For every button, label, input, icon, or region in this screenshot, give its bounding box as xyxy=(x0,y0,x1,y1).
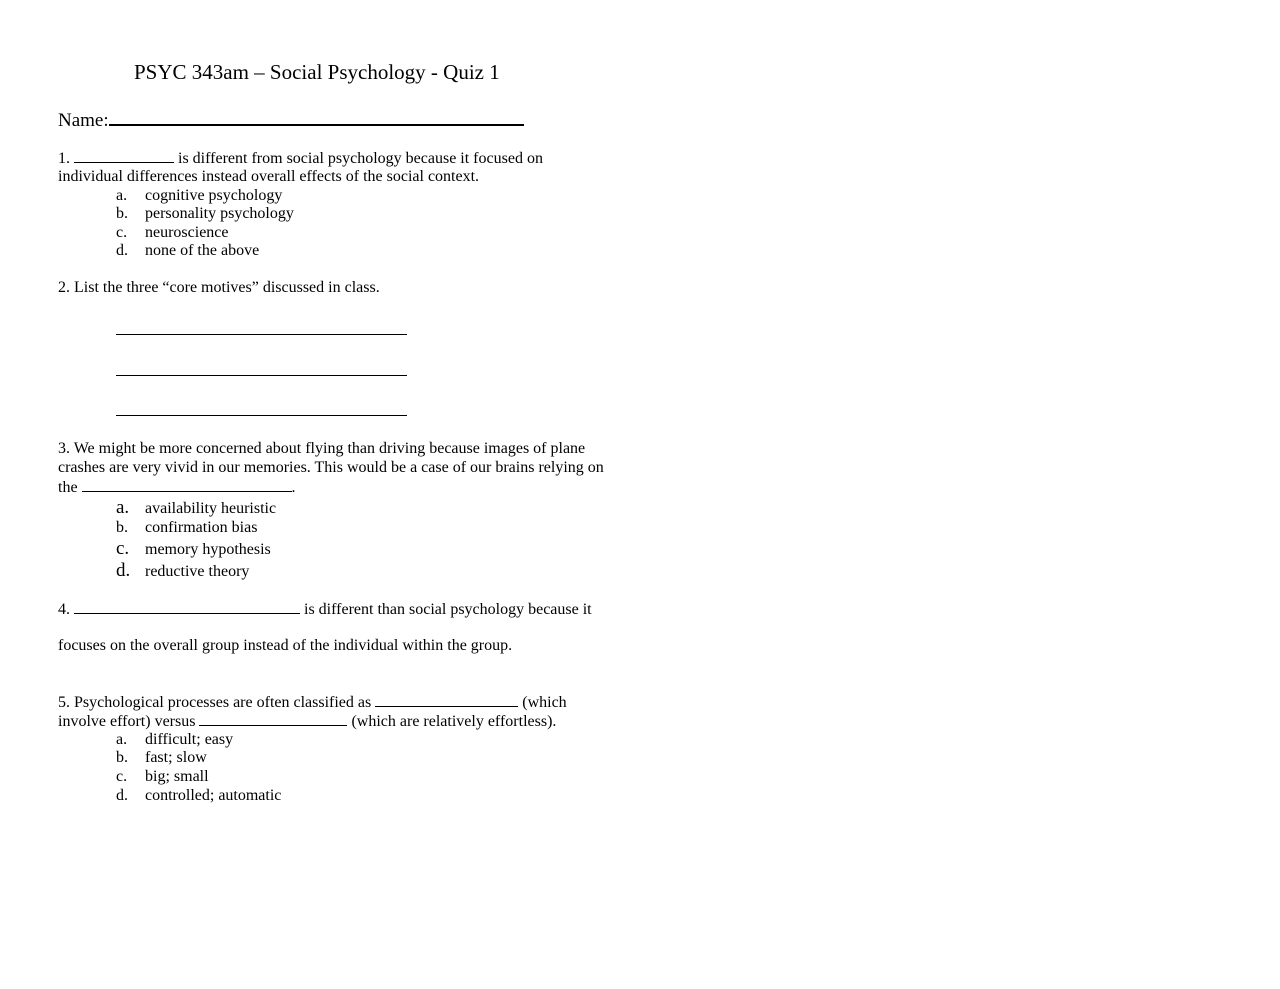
option-text: confirmation bias xyxy=(145,519,258,536)
q5-line-1 xyxy=(58,692,567,712)
option-text: controlled; automatic xyxy=(145,787,282,804)
option-text: difficult; easy xyxy=(145,731,234,748)
q1-number: 1. xyxy=(58,150,70,167)
q5-line-2 xyxy=(58,711,556,731)
option-letter: d. xyxy=(116,787,128,804)
q3-option-c[interactable] xyxy=(116,539,271,559)
q2-text: 2. List the three “core motives” discussed in class. xyxy=(58,279,380,296)
option-letter: b. xyxy=(116,205,128,222)
q1-option-c[interactable] xyxy=(116,223,229,242)
q3-option-b[interactable] xyxy=(116,518,257,537)
name-blank[interactable] xyxy=(109,106,524,126)
q4-line1-text: is different than social psychology because it xyxy=(304,601,592,618)
option-letter: d. xyxy=(116,242,128,259)
option-text: availability heuristic xyxy=(145,500,277,517)
q2-answer-line-2[interactable] xyxy=(116,375,407,376)
option-letter: b. xyxy=(116,519,128,536)
q4-blank[interactable] xyxy=(74,599,300,614)
q3-line-2: crashes are very vivid in our memories. This would be a case of our brains relying on xyxy=(58,459,604,476)
q1-line-1 xyxy=(58,148,543,168)
option-text: big; small xyxy=(145,768,209,785)
option-letter: d. xyxy=(116,560,131,581)
q4-number: 4. xyxy=(58,601,70,618)
q5-option-a[interactable] xyxy=(116,730,233,749)
q3-line-1: 3. We might be more concerned about flying than driving because images of plane xyxy=(58,440,586,457)
option-letter: a. xyxy=(116,731,128,748)
q5-line2-end: (which are relatively effortless). xyxy=(351,713,557,730)
option-letter: c. xyxy=(116,768,128,785)
q5-blank-1[interactable] xyxy=(375,692,518,707)
q3-line-3 xyxy=(58,477,296,497)
q3-line3-end: . xyxy=(291,479,296,496)
q5-line1-start: 5. Psychological processes are often classified as xyxy=(58,694,372,711)
q5-option-c[interactable] xyxy=(116,767,209,786)
q4-line-1 xyxy=(58,599,592,619)
q2-answer-line-3[interactable] xyxy=(116,415,407,416)
q3-line3-start: the xyxy=(58,479,78,496)
q5-option-d[interactable] xyxy=(116,786,281,805)
option-text: neuroscience xyxy=(145,224,229,241)
q1-option-d[interactable] xyxy=(116,241,259,260)
q3-option-d[interactable] xyxy=(116,561,249,581)
q4-line-2: focuses on the overall group instead of the individual within the group. xyxy=(58,637,513,654)
page-title: PSYC 343am – Social Psychology - Quiz 1 xyxy=(134,60,500,84)
option-letter: b. xyxy=(116,749,128,766)
q5-option-b[interactable] xyxy=(116,748,207,767)
option-text: reductive theory xyxy=(145,563,250,580)
name-row xyxy=(58,106,524,133)
q1-option-b[interactable] xyxy=(116,204,294,223)
q5-line2-start: involve effort) versus xyxy=(58,713,196,730)
option-letter: c. xyxy=(116,224,128,241)
option-text: none of the above xyxy=(145,242,260,259)
option-text: personality psychology xyxy=(145,205,294,222)
q1-line1-text: is different from social psychology because it focused on xyxy=(178,150,543,167)
q5-blank-2[interactable] xyxy=(199,711,347,726)
q3-option-a[interactable] xyxy=(116,498,276,518)
option-text: memory hypothesis xyxy=(145,541,271,558)
q1-blank[interactable] xyxy=(74,148,174,163)
option-letter: a. xyxy=(116,497,130,518)
q2-answer-line-1[interactable] xyxy=(116,334,407,335)
option-letter: c. xyxy=(116,538,130,559)
name-label: Name: xyxy=(58,110,109,131)
option-text: fast; slow xyxy=(145,749,207,766)
q3-blank[interactable] xyxy=(82,477,292,492)
option-text: cognitive psychology xyxy=(145,187,283,204)
q5-line1-end: (which xyxy=(522,694,567,711)
q1-line-2: individual differences instead overall effects of the social context. xyxy=(58,168,480,185)
q1-option-a[interactable] xyxy=(116,186,282,205)
option-letter: a. xyxy=(116,187,128,204)
